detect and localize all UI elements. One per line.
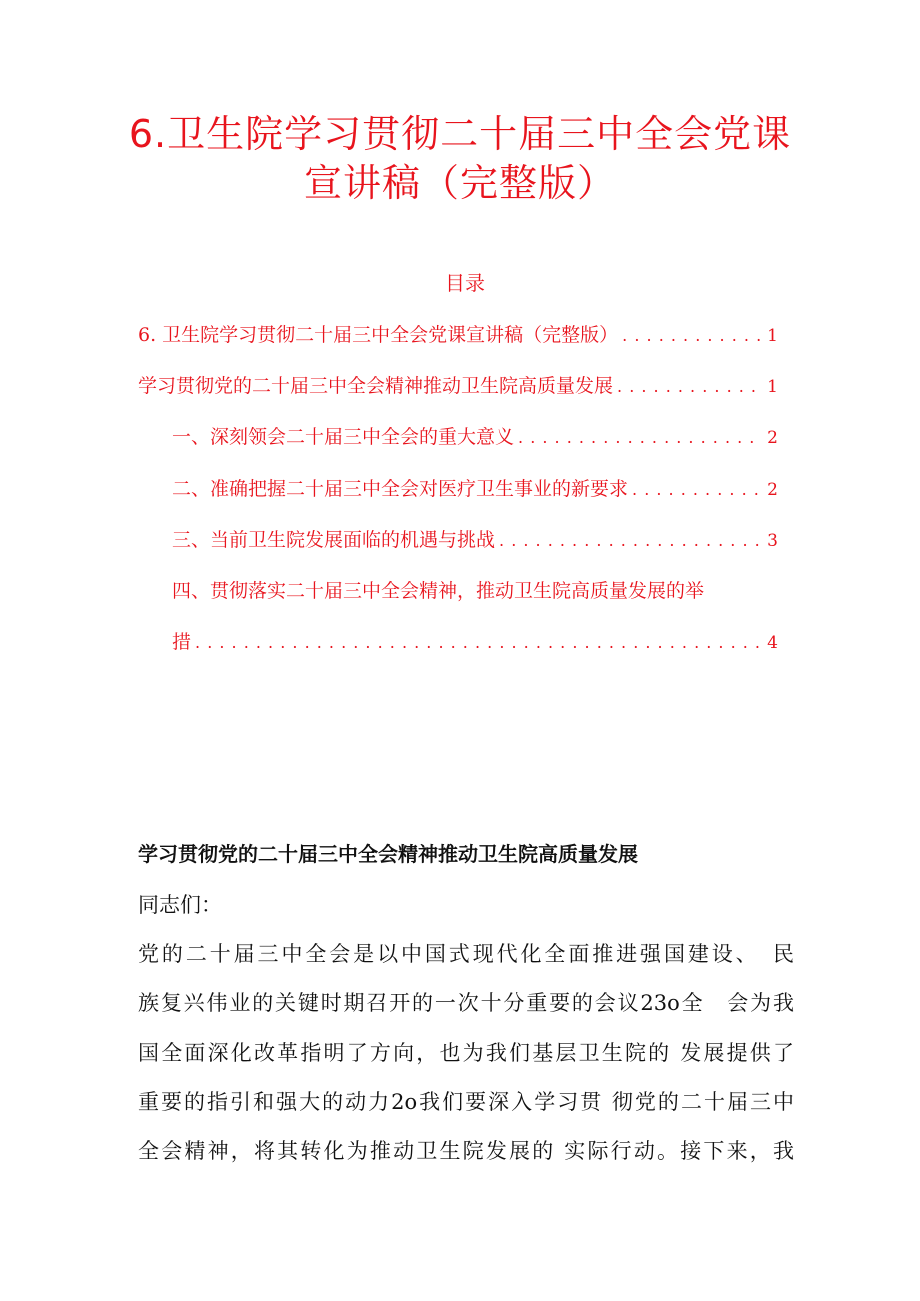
toc-entry-label: 学习贯彻党的二十届三中全会精神推动卫生院高质量发展 bbox=[138, 375, 614, 397]
toc-dot-leader bbox=[617, 372, 763, 402]
toc-entry[interactable] bbox=[172, 474, 778, 505]
toc-entry-label: 6. 卫生院学习贯彻二十届三中全会党课宣讲稿（完整版） bbox=[138, 324, 619, 346]
toc-dot-leader bbox=[632, 475, 763, 505]
toc-entry[interactable] bbox=[138, 371, 778, 402]
toc-heading: 目录 bbox=[445, 271, 485, 295]
section-title: 学习贯彻党的二十届三中全会精神推动卫生院高质量发展 bbox=[138, 842, 638, 866]
toc-dot-leader bbox=[622, 321, 763, 351]
toc-entry[interactable] bbox=[172, 422, 778, 453]
toc-dot-leader bbox=[518, 423, 763, 453]
body-text-line: 族复兴伟业的关键时期召开的一次十分重要的会议23o全 会为我 bbox=[138, 991, 794, 1015]
toc-entry[interactable] bbox=[138, 320, 778, 351]
document-title-line-2: 宣讲稿（完整版） bbox=[303, 161, 616, 205]
toc-entry-label-line-2: 措 bbox=[172, 631, 192, 653]
toc-page-number: 3 bbox=[767, 531, 778, 551]
toc-dot-leader bbox=[195, 628, 763, 658]
body-text-line: 全会精神，将其转化为推动卫生院发展的 实际行动。接下来，我 bbox=[138, 1139, 794, 1163]
toc-entry[interactable] bbox=[172, 525, 778, 556]
salutation: 同志们： bbox=[138, 893, 222, 917]
toc-page-number: 2 bbox=[767, 480, 778, 500]
toc-page-number: 1 bbox=[767, 377, 778, 397]
toc-entry[interactable] bbox=[172, 627, 778, 658]
toc-page-number: 1 bbox=[767, 326, 778, 346]
document-title-line-1: 6.卫生院学习贯彻二十届三中全会党课 bbox=[128, 112, 792, 156]
toc-page-number: 4 bbox=[767, 633, 778, 653]
toc-entry-label-line-1[interactable]: 四、贯彻落实二十届三中全会精神，推动卫生院高质量发展的举 bbox=[172, 580, 705, 602]
body-text-line: 重要的指引和强大的动力2o我们要深入学习贯 彻党的二十届三中 bbox=[138, 1090, 794, 1114]
body-text-line: 国全面深化改革指明了方向，也为我们基层卫生院的 发展提供了 bbox=[138, 1041, 794, 1065]
toc-entry-label: 一、深刻领会二十届三中全会的重大意义 bbox=[172, 426, 515, 448]
toc-dot-leader bbox=[499, 526, 763, 556]
body-text-line: 党的二十届三中全会是以中国式现代化全面推进强国建设、 民 bbox=[138, 942, 794, 966]
toc-entry-label: 三、当前卫生院发展面临的机遇与挑战 bbox=[172, 529, 496, 551]
toc-page-number: 2 bbox=[767, 428, 778, 448]
toc-entry-label: 二、准确把握二十届三中全会对医疗卫生事业的新要求 bbox=[172, 478, 629, 500]
